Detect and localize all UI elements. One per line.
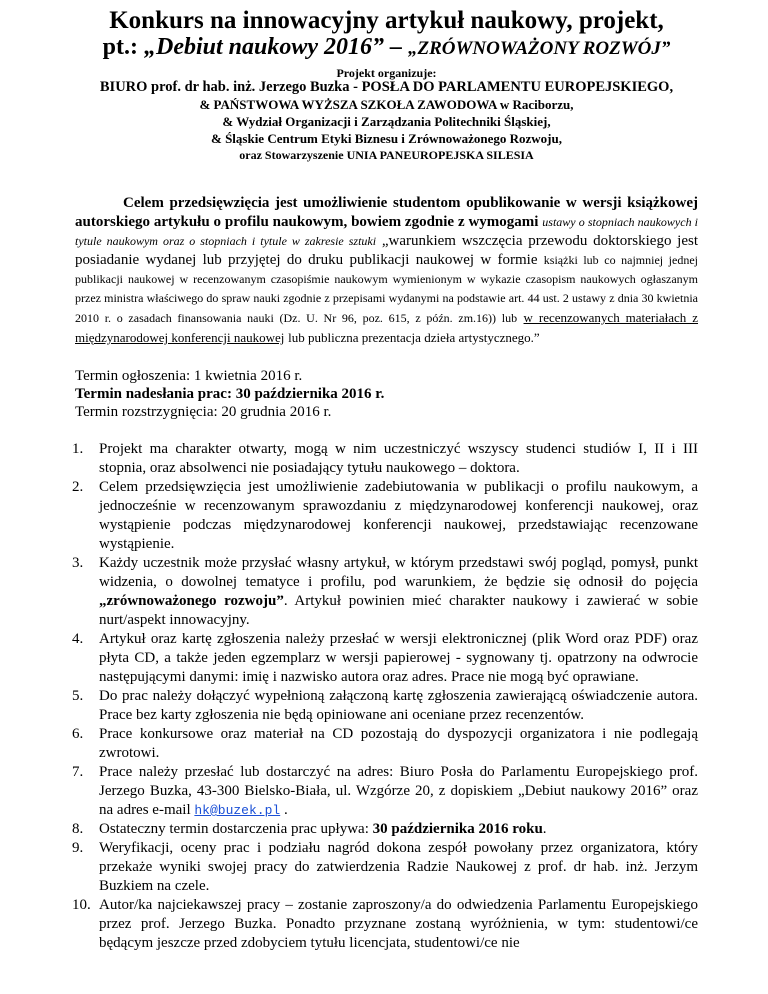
intro-italic: ustawy o stopniach naukowych i tytule naukowym oraz o stopniach i tytule w zakresie sztuki: [75, 215, 698, 248]
item-text: Celem przedsięwzięcia jest umożliwienie zadebiutowania w publikacji o profilu naukowym, a jednocześnie w recenzowanym sprawozdaniu z międzynarodowej konferencji naukowej, oraz wystąpienie podczas międzynarodowej konferencji naukowej, przedstawiając recenzowane wystąpienie.: [99, 479, 698, 552]
item-text: Każdy uczestnik może przysłać własny artykuł, w którym przedstawi swój pogląd, pomysł, punkt widzenia, o dowolnej tematyce i profilu, pod warunkiem, że będzie się odnosił do pojęcia: [99, 555, 698, 590]
item-text: .: [542, 821, 547, 837]
dates-block: [75, 367, 698, 421]
intro-quote: „warunkiem wszczęcia przewodu doktorskiego jest posiadanie wydanej lub przyjętej do druku publikacji naukowej w formie: [75, 233, 699, 268]
list-item: [72, 478, 698, 554]
page-subtitle: [75, 34, 698, 62]
item-text: Prace konkursowe oraz materiał na CD pozostają do dyspozycji organizatora i nie podlegają zwrotowi.: [99, 726, 698, 761]
item-number: 9.: [72, 840, 84, 856]
organizers-label: Projekt organizuje:: [336, 66, 437, 80]
item-number: 10.: [72, 897, 91, 913]
resolution-date: Termin rozstrzygnięcia: 20 grudnia 2016 r.: [75, 404, 332, 420]
list-item: [72, 554, 698, 630]
page-title: Konkurs na innowacyjny artykuł naukowy, projekt,: [109, 7, 664, 34]
list-item: [72, 440, 698, 478]
item-number: 5.: [72, 688, 84, 704]
subtitle-italic: „Debiut naukowy 2016” –: [144, 34, 409, 60]
item-number: 7.: [72, 764, 84, 780]
list-item: [72, 763, 698, 820]
intro-small: książki lub co najmniej jednej publikacji naukowej w recenzowanym czasopiśmie naukowym wymienionym w wykazie czasopism naukowych ogłaszanym przez ministra właściwego do spraw nauki zgodnie z przepisami wydanymi na podstawie art. 44 ust. 2 ustawy z dnia 30 kwietnia 2010 r. o zasadach finansowania nauki (Dz. U. Nr 96, poz. 615, z późn. zm.16)) lub: [75, 253, 698, 325]
list-item: [72, 839, 698, 896]
subtitle-topic: „ZRÓWNOWAŻONY ROZWÓJ”: [408, 38, 671, 59]
item-bold: 30 października 2016 roku: [372, 821, 543, 837]
organizer-line: & Wydział Organizacji i Zarządzania Politechniki Śląskiej,: [222, 114, 551, 129]
item-number: 1.: [72, 441, 84, 457]
item-number: 8.: [72, 821, 84, 837]
list-item: [72, 725, 698, 763]
item-number: 2.: [72, 479, 84, 495]
intro-underlined: w recenzowanych materiałach z międzynarodowej konferencji naukowej: [75, 310, 699, 345]
item-text: . Artykuł powinien mieć charakter naukowy i zawierać w sobie nurt/aspekt innowacyjny.: [99, 593, 698, 628]
list-item: [72, 820, 698, 839]
item-text: Do prac należy dołączyć wypełnioną załączoną kartę zgłoszenia zawierającą oświadczenie autora. Prace bez karty zgłoszenia nie będą opiniowane ani oceniane przez recenzentów.: [99, 688, 698, 723]
subtitle-prefix: pt.:: [102, 34, 144, 60]
list-item: [72, 687, 698, 725]
intro-paragraph: [75, 194, 698, 348]
item-bold: „zrównoważonego rozwoju”: [99, 593, 284, 609]
rules-list: [72, 440, 698, 953]
announcement-date: Termin ogłoszenia: 1 kwietnia 2016 r.: [75, 368, 303, 384]
item-number: 3.: [72, 555, 84, 571]
item-text: Prace należy przesłać lub dostarczyć na adres: Biuro Posła do Parlamentu Europejskiego prof. Jerzego Buzka, 43-300 Bielsko-Biała, ul. Wzgórze 20, z dopiskiem „Debiut naukowy 2016” oraz na adres e-mail: [99, 764, 698, 818]
organizer-line: BIURO prof. dr hab. inż. Jerzego Buzka - POSŁA DO PARLAMENTU EUROPEJSKIEGO,: [99, 79, 674, 95]
item-text: .: [280, 802, 288, 818]
organizer-line: oraz Stowarzyszenie UNIA PANEUROPEJSKA SILESIA: [239, 148, 534, 162]
email-link[interactable]: hk@buzek.pl: [194, 803, 281, 818]
item-text: Ostateczny termin dostarczenia prac upływa:: [99, 821, 373, 837]
item-text: Weryfikacji, oceny prac i podziału nagród dokona zespół powołany przez organizatora, który przekaże wyniki swojej pracy do zatwierdzenia Radzie Naukowej z prof. dr hab. inż. Jerzym Buzkiem na czele.: [99, 840, 698, 894]
organizer-line: & PAŃSTWOWA WYŻSZA SZKOŁA ZAWODOWA w Raciborzu,: [199, 97, 574, 112]
list-item: [72, 896, 698, 953]
item-text: Autor/ka najciekawszej pracy – zostanie zaproszony/a do odwiedzenia Parlamentu Europejskiego przez prof. Jerzego Buzka. Ponadto przyznane zostaną wyróżnienia, w tym: studentowi/ce będącym jeszcze przed zdobyciem tytułu licencjata, studentowi/ce nie: [99, 897, 698, 951]
submission-date: Termin nadesłania prac: 30 października 2016 r.: [75, 386, 385, 402]
list-item: [72, 630, 698, 687]
intro-bold: Celem przedsięwzięcia jest umożliwienie studentom opublikowanie w wersji książkowej autorskiego artykułu o profilu naukowym, bowiem zgodnie z wymogami: [75, 195, 698, 230]
organizer-line: & Śląskie Centrum Etyki Biznesu i Zrównoważonego Rozwoju,: [210, 131, 562, 146]
intro-end: lub publiczna prezentacja dzieła artystycznego.”: [288, 330, 540, 345]
item-text: Projekt ma charakter otwarty, mogą w nim uczestniczyć wszyscy studenci studiów I, II i III stopnia, oraz absolwenci nie posiadający tytułu naukowego – doktora.: [99, 441, 698, 476]
item-text: Artykuł oraz kartę zgłoszenia należy przesłać w wersji elektronicznej (plik Word oraz PDF) oraz płyta CD, a także jeden egzemplarz w wersji papierowej - sygnowany tj. opatrzony na odwrocie następującymi danymi: imię i nazwisko autora oraz adres. Prace nie mogą być oprawiane.: [99, 631, 698, 685]
item-number: 4.: [72, 631, 84, 647]
item-number: 6.: [72, 726, 84, 742]
